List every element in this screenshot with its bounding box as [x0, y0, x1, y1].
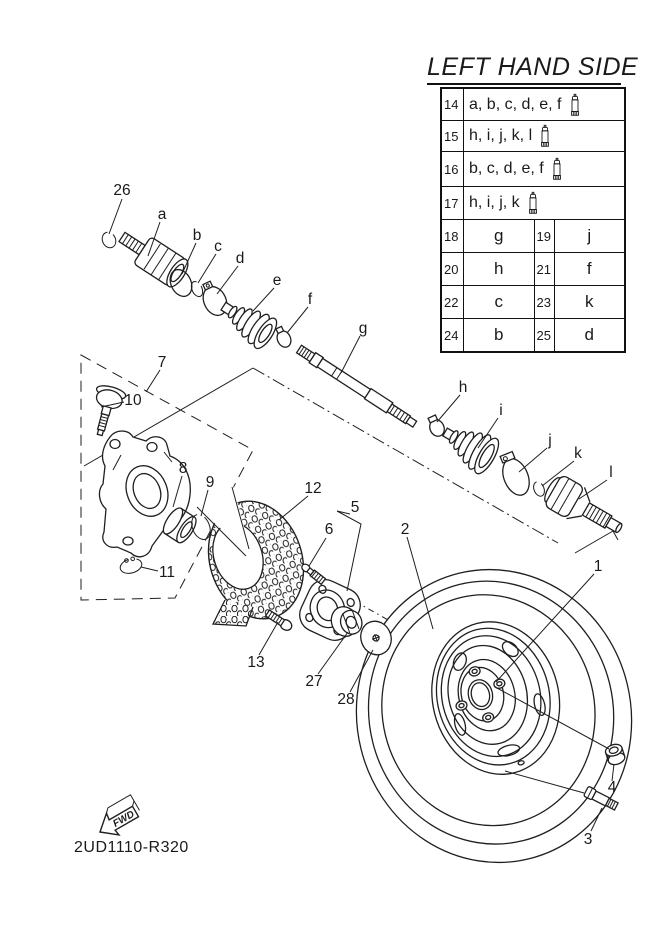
row-number: 18 [442, 220, 464, 252]
row-number: 14 [442, 89, 464, 120]
row-number: 19 [534, 220, 555, 252]
callout-9: 9 [205, 474, 215, 491]
callout-13: 13 [247, 654, 265, 671]
row-number: 23 [534, 286, 555, 318]
callout-2: 2 [400, 521, 410, 538]
brake-disc-guard-12 [194, 486, 319, 631]
row-letter: j [587, 226, 592, 245]
callout-6: 6 [324, 521, 334, 538]
row-number: 17 [442, 187, 464, 219]
cv-boot-i [435, 415, 503, 477]
boot-clamp-j [496, 449, 535, 499]
callout-j: j [548, 432, 552, 449]
fwd-label: FWD [111, 808, 137, 830]
row-letters: a, b, c, d, e, f [469, 95, 562, 113]
callout-10: 10 [124, 392, 142, 409]
front-wheel [326, 540, 661, 892]
callout-27: 27 [305, 673, 323, 690]
callout-e: e [272, 272, 282, 289]
callout-b: b [192, 227, 202, 244]
row-letter: c [494, 292, 503, 311]
callout-3: 3 [583, 831, 593, 848]
row-letters: h, i, j, k, l [469, 127, 533, 144]
callout-c: c [214, 238, 222, 255]
callout-8: 8 [178, 460, 188, 477]
page-title: LEFT HAND SIDE [427, 53, 621, 85]
diagram-code: 2UD1110-R320 [74, 839, 189, 856]
cv-joint-inboard-a [113, 224, 192, 291]
callout-f: f [307, 291, 313, 308]
callout-a: a [157, 206, 167, 223]
row-number: 21 [534, 253, 555, 285]
row-letter: g [494, 226, 504, 245]
row-number: 15 [442, 121, 464, 151]
row-letter: d [584, 325, 594, 344]
clip-k [532, 480, 547, 498]
row-letter: h [494, 259, 504, 278]
row-letter: b [494, 325, 504, 344]
cv-joint-outboard-l [540, 472, 630, 545]
row-number: 16 [442, 152, 464, 186]
callout-k: k [574, 445, 582, 462]
row-letters: b, c, d, e, f [469, 160, 544, 177]
callout-g: g [358, 320, 368, 337]
callout-1: 1 [593, 558, 603, 575]
fwd-arrow [92, 795, 145, 843]
row-number: 25 [534, 319, 555, 351]
callout-12: 12 [304, 480, 322, 497]
callout-4: 4 [607, 779, 617, 796]
circlip-11 [118, 555, 143, 575]
row-number: 20 [442, 253, 464, 285]
drive-shaft-g [296, 344, 418, 429]
callout-5: 5 [350, 499, 360, 516]
cv-boot-e [214, 291, 281, 351]
row-letter: k [585, 292, 594, 311]
row-letters: h, i, j, k [469, 194, 520, 211]
row-number: 24 [442, 319, 464, 351]
callout-i: i [499, 402, 503, 419]
callout-11: 11 [158, 564, 176, 581]
callout-d: d [235, 250, 245, 267]
callout-28: 28 [337, 691, 355, 708]
callout-7: 7 [157, 354, 167, 371]
row-letter: f [586, 259, 592, 278]
row-number: 22 [442, 286, 464, 318]
callout-26: 26 [113, 182, 131, 199]
callout-l: l [609, 464, 613, 481]
callout-h: h [458, 379, 468, 396]
